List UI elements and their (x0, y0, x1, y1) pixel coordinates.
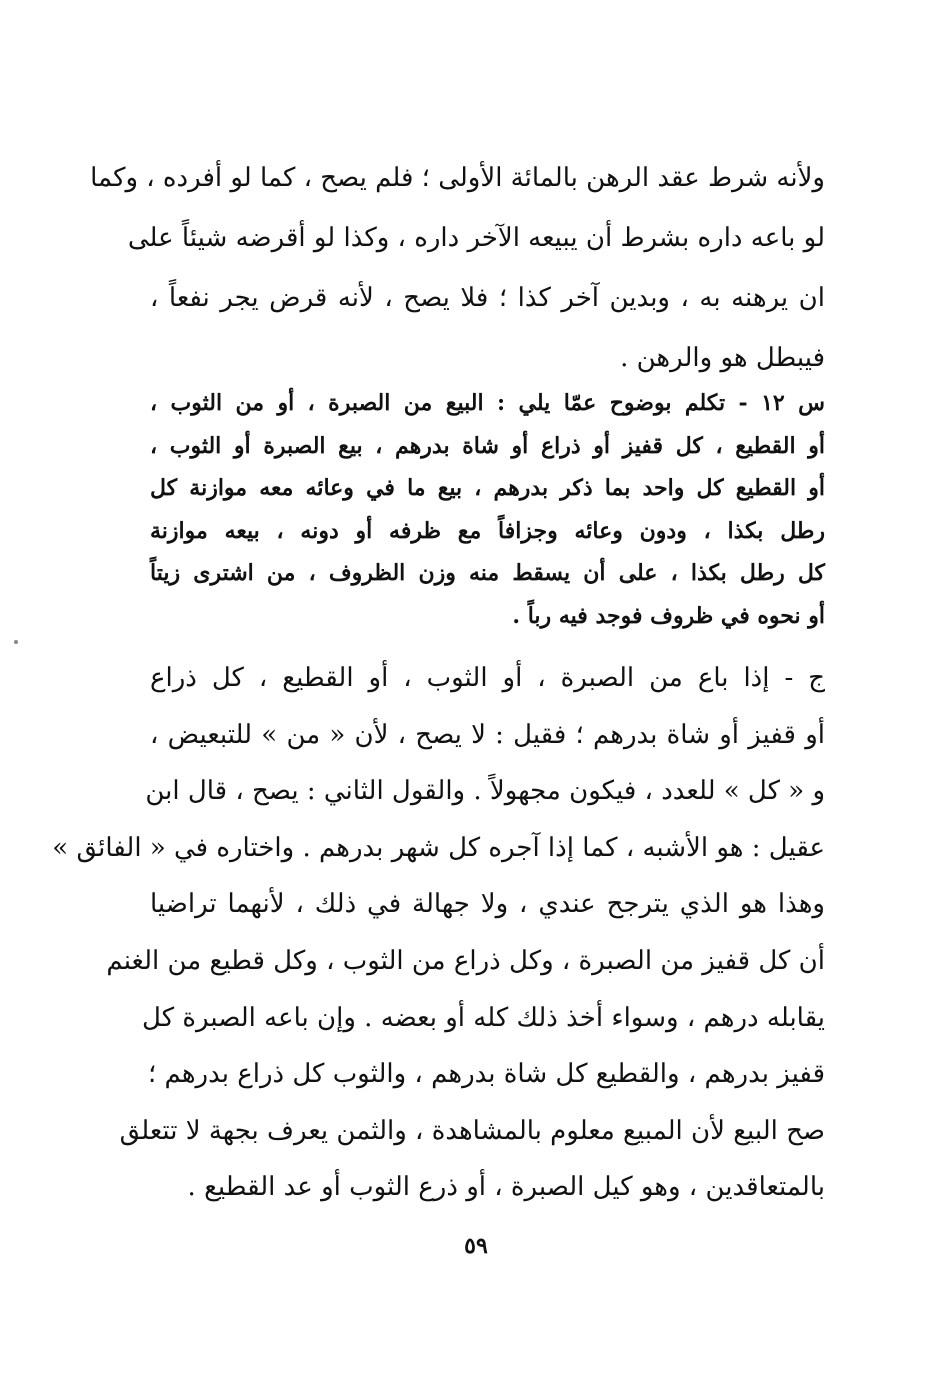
answer-line: صح البيع لأن المبيع معلوم بالمشاهدة ، والثمن يعرف بجهة لا تتعلق (119, 1115, 825, 1146)
answer-line: عقيل : هو الأشبه ، كما إذا آجره كل شهر بدرهم . واختاره في « الفائق » (52, 832, 825, 863)
paragraph-continuation (90, 148, 825, 388)
answer-line: أو قفيز أو شاة بدرهم ؛ فقيل : لا يصح ، لأن « من » للتبعيض ، (150, 719, 825, 750)
answer-line: وهذا هو الذي يترجح عندي ، ولا جهالة في ذلك ، لأنهما تراضيا (150, 889, 825, 920)
scan-speck (14, 640, 18, 644)
question-line: أو نحوه في ظروف فوجد فيه رباً . (512, 602, 825, 629)
page-number: ٥٩ (464, 1233, 488, 1259)
answer-line: و « كل » للعدد ، فيكون مجهولاً . والقول الثاني : يصح ، قال ابن (145, 776, 825, 807)
question-line: كل رطل بكذا ، على أن يسقط منه وزن الظروف ، من اشترى زيتاً (150, 560, 825, 586)
question-paragraph (150, 382, 825, 637)
text-line: فيبطل هو والرهن . (620, 343, 825, 373)
text-line: ان يرهنه به ، وبدين آخر كذا ؛ فلا يصح ، لأنه قرض يجر نفعاً ، (150, 283, 825, 313)
answer-line: بالمتعاقدين ، وهو كيل الصبرة ، أو ذرع الثوب أو عد القطيع . (187, 1172, 825, 1203)
answer-line: ج - إذا باع من الصبرة ، أو الثوب ، أو القطيع ، كل ذراع (150, 663, 825, 693)
answer-line: أن كل قفيز من الصبرة ، وكل ذراع من الثوب ، وكل قطيع من الغنم (106, 945, 825, 976)
question-line: رطل بكذا ، ودون وعائه وجزافاً مع ظرفه أو دونه ، بيعه موازنة (150, 517, 825, 544)
question-line: أو القطيع ، كل قفيز أو ذراع أو شاة بدرهم ، بيع الصبرة أو الثوب ، (150, 432, 825, 459)
question-line: س ١٢ - تكلم بوضوح عمّا يلي : البيع من الصبرة ، أو من الثوب ، (150, 390, 826, 416)
answer-line: يقابله درهم ، وسواء أخذ ذلك كله أو بعضه . وإن باعه الصبرة كل (142, 1002, 825, 1033)
answer-paragraph (52, 650, 825, 1216)
question-line: أو القطيع كل واحد بما ذكر بدرهم ، بيع ما في وعائه معه موازنة كل (150, 475, 825, 501)
text-line: ولأنه شرط عقد الرهن بالمائة الأولى ؛ فلم يصح ، كما لو أفرده ، وكما (90, 163, 825, 193)
answer-line: قفيز بدرهم ، والقطيع كل شاة بدرهم ، والثوب كل ذراع بدرهم ؛ (147, 1059, 825, 1090)
text-line: لو باعه داره بشرط أن يبيعه الآخر داره ، وكذا لو أقرضه شيئاً على (127, 223, 825, 253)
